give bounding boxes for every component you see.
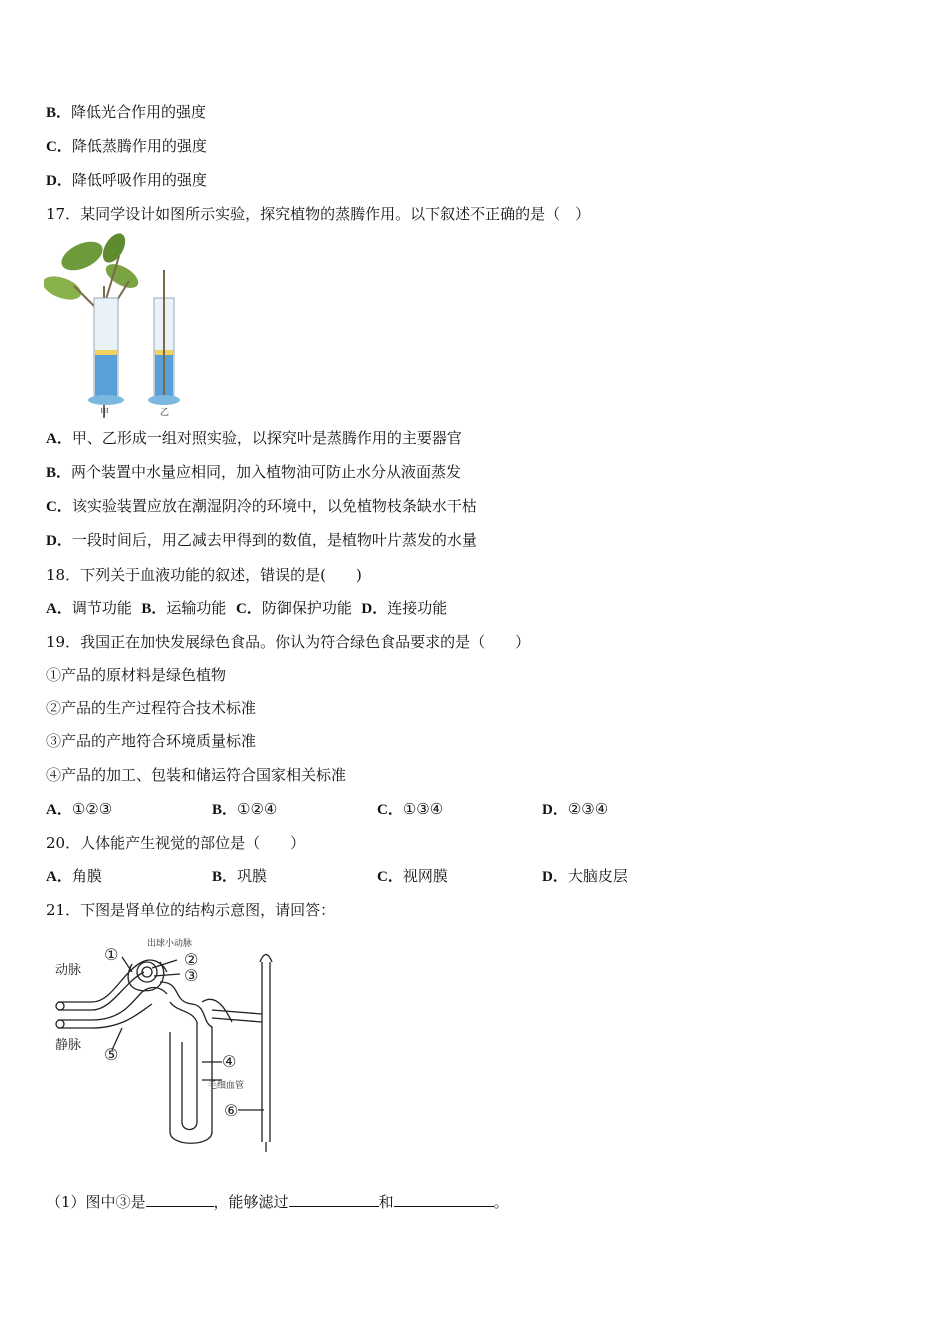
- q20-option-d: D．大脑皮层: [542, 867, 628, 885]
- label-efferent: 出球小动脉: [147, 939, 193, 949]
- q21-sub1: （1）图中③是 ，能够滤过 和 。: [46, 1193, 509, 1211]
- label-jia: 甲: [100, 408, 110, 418]
- label-n2: ②: [184, 950, 199, 969]
- blank-1[interactable]: [146, 1192, 214, 1207]
- q19-statement-1: ①产品的原材料是绿色植物: [46, 666, 227, 684]
- q17-option-b: B．两个装置中水量应相同，加入植物油可防止水分从液面蒸发: [46, 463, 462, 481]
- label-n6: ⑥: [224, 1101, 239, 1120]
- q19-statement-2: ②产品的生产过程符合技术标准: [46, 699, 257, 717]
- q18-options: A．调节功能 B．运输功能 C．防御保护功能 D．连接功能: [46, 599, 448, 617]
- q21-stem: 21．下图是肾单位的结构示意图，请回答：: [46, 901, 336, 919]
- nephron-diagram: [52, 932, 282, 1156]
- q19-stem: 19．我国正在加快发展绿色食品。你认为符合绿色食品要求的是（ ）: [46, 633, 531, 651]
- label-n1: ①: [104, 945, 119, 964]
- q19-statement-4: ④产品的加工、包装和储运符合国家相关标准: [46, 766, 347, 784]
- q19-option-d: D．②③④: [542, 800, 609, 818]
- label-capillary: 毛细血管: [208, 1081, 245, 1091]
- q17-option-d: D．一段时间后，用乙减去甲得到的数值，是植物叶片蒸发的水量: [46, 531, 477, 549]
- q19-statement-3: ③产品的产地符合环境质量标准: [46, 732, 257, 750]
- label-n4: ④: [222, 1052, 237, 1071]
- q20-option-c: C．视网膜: [377, 867, 448, 885]
- label-yi: 乙: [160, 408, 170, 418]
- q19-option-c: C．①③④: [377, 800, 444, 818]
- q17-option-a: A．甲、乙形成一组对照实验，以探究叶是蒸腾作用的主要器官: [46, 429, 462, 447]
- q20-option-a: A．角膜: [46, 867, 102, 885]
- plant-transpiration-figure: [44, 226, 190, 418]
- q16-option-b: B．降低光合作用的强度: [46, 103, 207, 121]
- blank-3[interactable]: [394, 1192, 494, 1207]
- q17-stem: 17．某同学设计如图所示实验，探究植物的蒸腾作用。以下叙述不正确的是（ ）: [46, 205, 591, 223]
- q16-option-d: D．降低呼吸作用的强度: [46, 171, 207, 189]
- q17-option-c: C．该实验装置应放在潮湿阴冷的环境中，以免植物枝条缺水干枯: [46, 497, 477, 515]
- q19-option-b: B．①②④: [212, 800, 278, 818]
- q20-option-b: B．巩膜: [212, 867, 268, 885]
- q20-stem: 20．人体能产生视觉的部位是（ ）: [46, 834, 306, 852]
- q16-option-c: C．降低蒸腾作用的强度: [46, 137, 207, 155]
- label-artery: 动脉: [55, 963, 82, 978]
- label-n5: ⑤: [104, 1045, 119, 1064]
- q18-stem: 18．下列关于血液功能的叙述，错误的是( ): [46, 566, 362, 584]
- label-n3: ③: [184, 966, 199, 985]
- label-vein: 静脉: [55, 1038, 82, 1053]
- q19-option-a: A．①②③: [46, 800, 113, 818]
- blank-2[interactable]: [289, 1192, 379, 1207]
